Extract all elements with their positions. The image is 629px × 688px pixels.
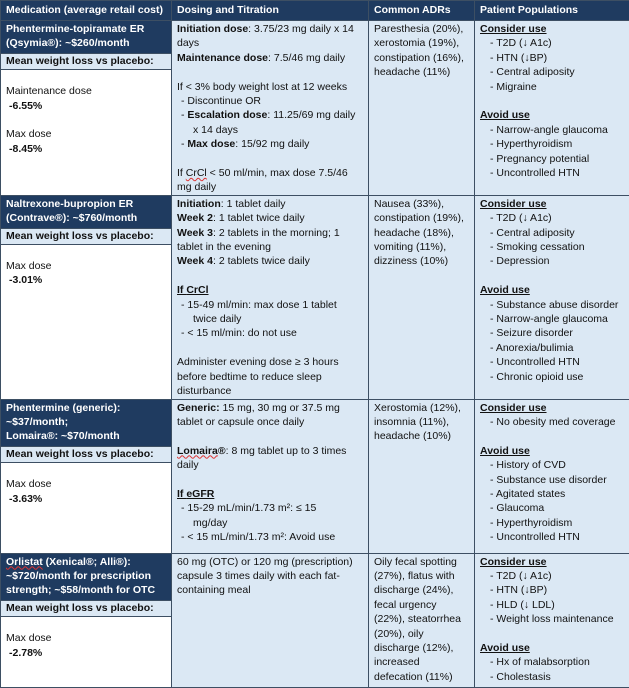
medication-cell — [1, 553, 172, 687]
maintenance-dose-label: Maintenance dose — [6, 84, 166, 98]
populations-cell: Consider use - T2D (↓ A1c) - HTN (↓BP) - HLD (↓ LDL) - Weight loss maintenance Avoid use - Hx of malabsorption - Cholestasis — [475, 553, 629, 687]
maintenance-dose-value: -6.55% — [6, 99, 166, 113]
max-dose-label: Max dose — [6, 127, 166, 141]
table-row-orlistat — [1, 553, 629, 687]
header-dosing: Dosing and Titration — [172, 1, 369, 21]
max-dose-label: Max dose — [6, 477, 166, 491]
max-dose-label: Max dose — [6, 259, 166, 273]
avoid-use-heading: Avoid use — [480, 283, 624, 297]
mean-weight-loss-label: Mean weight loss vs placebo: — [1, 446, 171, 463]
header-populations: Patient Populations — [475, 1, 629, 21]
max-dose-value: -8.45% — [6, 142, 166, 156]
mean-weight-loss-label: Mean weight loss vs placebo: — [1, 53, 171, 70]
medication-name: Naltrexone-bupropion ER (Contrave®): ~$760/month — [1, 196, 171, 228]
adrs-cell: Xerostomia (12%), insomnia (11%), headache (10%) — [369, 399, 475, 553]
table-row-naltrexone-bupropion — [1, 195, 629, 399]
medication-cell — [1, 21, 172, 196]
populations-cell: Consider use - T2D (↓ A1c) - Central adiposity - Smoking cessation - Depression Avoid use - Substance abuse disorder - Narrow-angle glaucoma - Seizure disorder - Anorexia/bulimia - Uncontrolled HTN - Chronic opioid use — [475, 195, 629, 399]
max-dose-value: -3.01% — [6, 273, 166, 287]
medication-cell — [1, 195, 172, 399]
medication-cell — [1, 399, 172, 553]
table-row-phentermine-topiramate — [1, 21, 629, 196]
avoid-use-heading: Avoid use — [480, 641, 624, 655]
mean-weight-loss-label: Mean weight loss vs placebo: — [1, 600, 171, 617]
header-medication: Medication (average retail cost) — [1, 1, 172, 21]
avoid-use-heading: Avoid use — [480, 108, 624, 122]
table-row-phentermine — [1, 399, 629, 553]
consider-use-heading: Consider use — [480, 22, 624, 36]
consider-use-heading: Consider use — [480, 555, 624, 569]
medication-name: Orlistat (Xenical®; Alli®): ~$720/month for prescription strength; ~$58/month for OTC — [1, 554, 171, 600]
max-dose-label: Max dose — [6, 631, 166, 645]
dosing-cell: 60 mg (OTC) or 120 mg (prescription) capsule 3 times daily with each fat- containing meal — [172, 553, 369, 687]
header-adrs: Common ADRs — [369, 1, 475, 21]
adrs-cell: Oily fecal spotting (27%), flatus with discharge (24%), fecal urgency (22%), steatorrhea (20%), oily discharge (12%), increased defecation (11%) — [369, 553, 475, 687]
dosing-cell: Initiation: 1 tablet daily Week 2: 1 tablet twice daily Week 3: 2 tablets in the morning; 1 tablet in the evening Week 4: 2 tablets twice daily If CrCl - 15-49 ml/min: max dose 1 tablet twice daily - < 15 ml/min: do not use Administer evening dose ≥ 3 hours before bedtime to reduce sleep disturbance — [172, 195, 369, 399]
mean-weight-loss-label: Mean weight loss vs placebo: — [1, 228, 171, 245]
consider-use-heading: Consider use — [480, 401, 624, 415]
avoid-use-heading: Avoid use — [480, 444, 624, 458]
max-dose-value: -3.63% — [6, 492, 166, 506]
consider-use-heading: Consider use — [480, 197, 624, 211]
dosing-cell: Generic: 15 mg, 30 mg or 37.5 mg tablet or capsule once daily Lomaira®: 8 mg tablet up to 3 times daily If eGFR - 15-29 mL/min/1.73 m²: ≤ 15 mg/day - < 15 mL/min/1.73 m²: Avoid use — [172, 399, 369, 553]
medication-name: Phentermine-topiramate ER (Qsymia®): ~$260/month — [1, 21, 171, 53]
header-row — [1, 1, 629, 21]
populations-cell: Consider use - No obesity med coverage Avoid use - History of CVD - Substance use disorder - Agitated states - Glaucoma - Hyperthyroidism - Uncontrolled HTN — [475, 399, 629, 553]
populations-cell: Consider use - T2D (↓ A1c) - HTN (↓BP) - Central adiposity - Migraine Avoid use - Narrow-angle glaucoma - Hyperthyroidism - Pregnancy potential - Uncontrolled HTN — [475, 21, 629, 196]
dosing-cell: Initiation dose: 3.75/23 mg daily x 14 days Maintenance dose: 7.5/46 mg daily If < 3% body weight lost at 12 weeks - Discontinue OR - Escalation dose: 11.25/69 mg daily x 14 days - Max dose: 15/92 mg daily If CrCl < 50 ml/min, max dose 7.5/46 mg daily — [172, 21, 369, 196]
medication-name: Phentermine (generic): ~$37/month; Lomaira®: ~$70/month — [1, 400, 171, 446]
adrs-cell: Nausea (33%), constipation (19%), headache (18%), vomiting (11%), dizziness (10%) — [369, 195, 475, 399]
max-dose-value: -2.78% — [6, 646, 166, 660]
adrs-cell: Paresthesia (20%), xerostomia (19%), constipation (16%), headache (11%) — [369, 21, 475, 196]
